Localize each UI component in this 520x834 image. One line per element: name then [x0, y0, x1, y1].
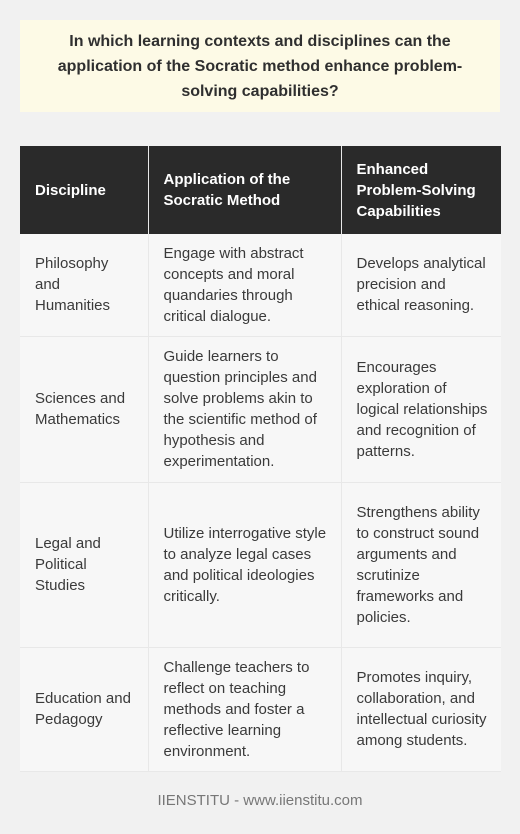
cell-capabilities: Promotes inquiry, collaboration, and intellectual curiosity among students. — [341, 647, 501, 771]
cell-discipline: Philosophy and Humanities — [20, 234, 148, 336]
table-header-row — [20, 146, 501, 234]
table-row — [20, 482, 501, 647]
cell-application: Challenge teachers to reflect on teaching methods and foster a reflective learning environment. — [148, 647, 341, 771]
cell-application: Engage with abstract concepts and moral quandaries through critical dialogue. — [148, 234, 341, 336]
cell-capabilities: Develops analytical precision and ethical reasoning. — [341, 234, 501, 336]
cell-discipline: Legal and Political Studies — [20, 482, 148, 647]
cell-capabilities: Encourages exploration of logical relationships and recognition of patterns. — [341, 336, 501, 482]
cell-discipline: Education and Pedagogy — [20, 647, 148, 771]
cell-discipline: Sciences and Mathematics — [20, 336, 148, 482]
cell-application: Utilize interrogative style to analyze legal cases and political ideologies critically. — [148, 482, 341, 647]
cell-application: Guide learners to question principles and solve problems akin to the scientific method of hypothesis and experimentation. — [148, 336, 341, 482]
table-row — [20, 647, 501, 771]
column-header-capabilities: Enhanced Problem-Solving Capabilities — [341, 146, 501, 234]
table-row — [20, 336, 501, 482]
question-box — [20, 20, 500, 112]
column-header-application: Application of the Socratic Method — [148, 146, 341, 234]
cell-capabilities: Strengthens ability to construct sound arguments and scrutinize frameworks and policies. — [341, 482, 501, 647]
footer-credit: IIENSTITU - www.iienstitu.com — [157, 792, 363, 809]
table-row — [20, 234, 501, 336]
socratic-method-table — [20, 146, 501, 772]
question-title: In which learning contexts and disciplines can the application of the Socratic method enhance problem-solving capabilities? — [57, 32, 463, 100]
column-header-discipline: Discipline — [20, 146, 148, 234]
